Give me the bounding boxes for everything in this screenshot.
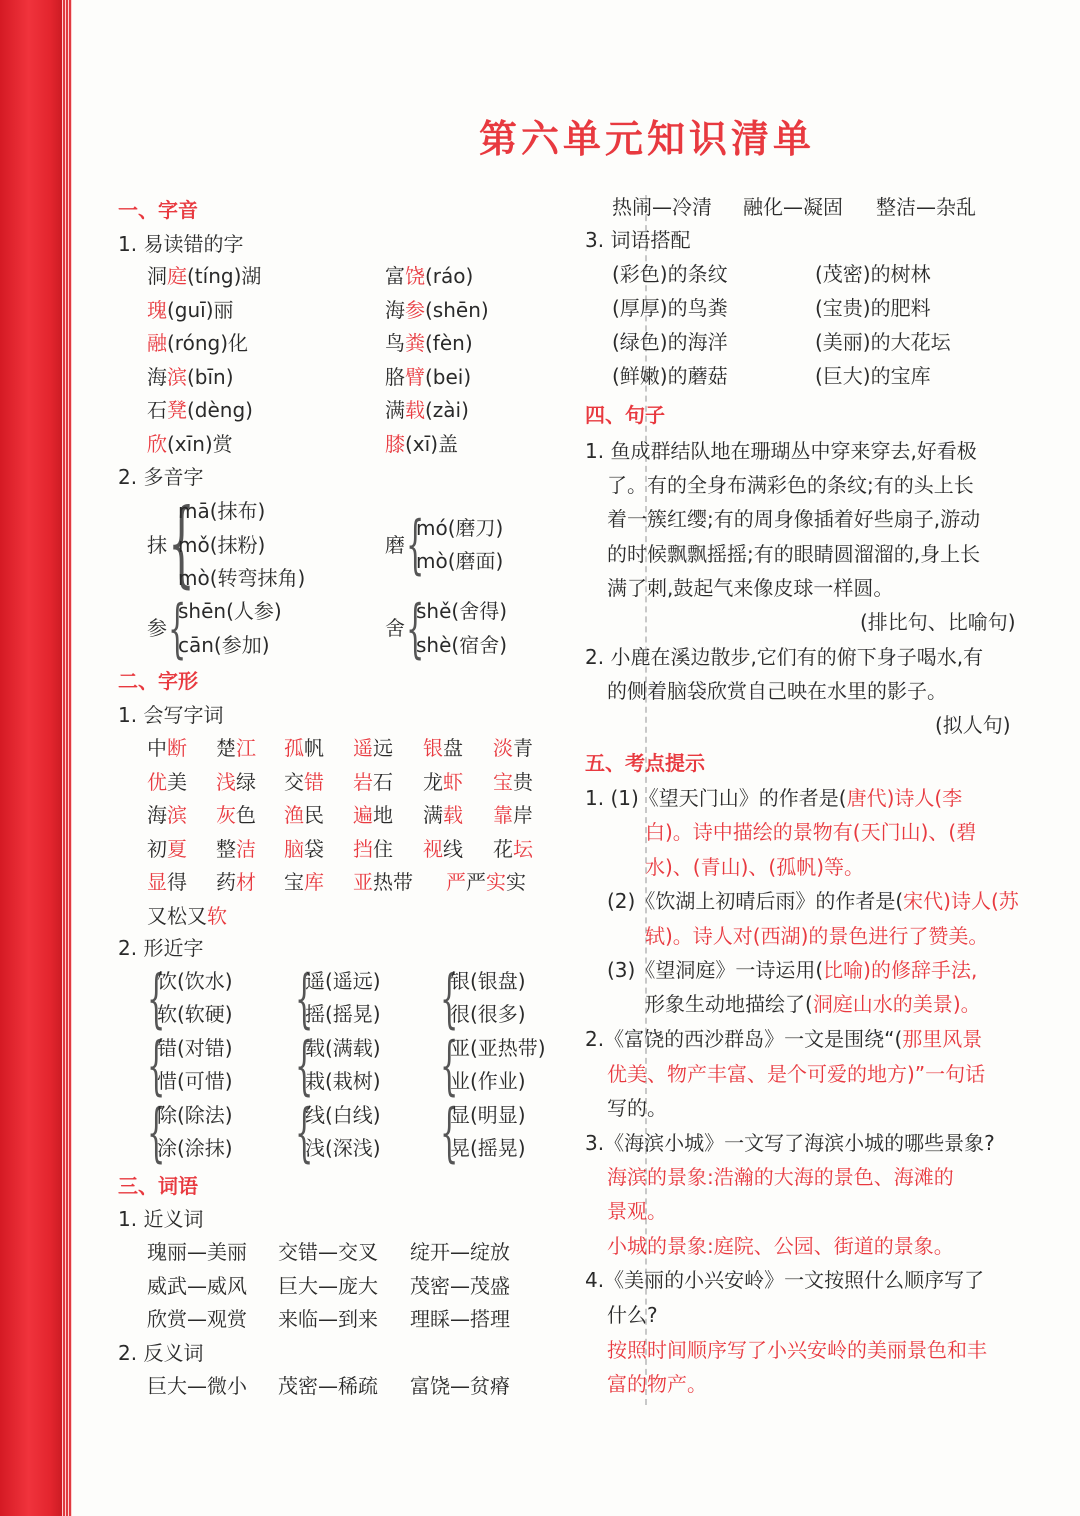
writing-word-part-0: 整 — [216, 836, 236, 861]
writing-word-part-1: 民 — [304, 803, 324, 827]
writing-word — [423, 801, 463, 829]
sentence-tag: (拟人句) — [935, 713, 1011, 737]
pron-pinyin: (fèn) — [425, 331, 473, 356]
pron-char: 胳 — [385, 364, 405, 389]
writing-word-part-0: 遍 — [353, 803, 373, 827]
writing-word-part-0: 龙 — [423, 769, 443, 794]
pronunciation-item — [385, 329, 473, 357]
page-title: 第六单元知识清单 — [478, 117, 815, 161]
brace-icon: { — [440, 1096, 459, 1170]
writing-word-part-1: 住 — [373, 836, 393, 861]
writing-word — [423, 835, 463, 863]
pronunciation-item — [385, 396, 469, 424]
exam-point-line-part-1: 洞庭山水的美景 — [812, 992, 953, 1016]
writing-word — [147, 902, 227, 930]
exam-point-line-part-0: 海滨的景象:浩瀚的大海的景色、海滩的 — [607, 1165, 954, 1189]
similar-char: 载(满载) — [305, 1036, 381, 1060]
exam-point-line-part-0: 水 — [645, 855, 665, 879]
pron-pinyin: (shēn) — [425, 297, 489, 322]
exam-point-line — [607, 1060, 985, 1088]
collocation-item: (鲜嫩)的蘑菇 — [612, 364, 728, 388]
exam-point-line — [607, 1336, 987, 1364]
brace-icon: { — [440, 962, 459, 1036]
similar-char: 涂(涂抹) — [157, 1136, 233, 1160]
collocation-item: (茂密)的树林 — [815, 262, 931, 286]
similar-char: 栽(栽树) — [305, 1069, 381, 1093]
synonym-pair: 茂密—茂盛 — [410, 1273, 510, 1298]
pron-highlight: 融 — [147, 331, 167, 356]
writing-word-part-0: 中 — [147, 736, 167, 760]
sentence-tag: (排比句、比喻句) — [860, 610, 1016, 634]
similar-char: 银(银盘) — [450, 969, 526, 993]
similar-char: 业(作业) — [450, 1069, 526, 1093]
writing-word-part-3: 实 — [506, 870, 526, 894]
writing-word-part-1: 滨 — [167, 803, 187, 827]
pronunciation-item — [147, 329, 248, 357]
exam-point-line-part-0: 白 — [645, 820, 665, 844]
pron-highlight: 瑰 — [147, 297, 167, 322]
writing-word-part-0: 楚 — [216, 736, 236, 760]
writing-word-part-0: 宝 — [493, 769, 513, 794]
exam-point-line — [607, 1301, 658, 1329]
exam-point-line — [607, 1232, 954, 1260]
poly-char-3: 参 — [147, 616, 167, 640]
writing-word-part-1: 色 — [236, 803, 256, 827]
writing-word-part-0: 灰 — [216, 803, 236, 827]
writing-word-part-1: 材 — [236, 870, 256, 894]
writing-word — [493, 768, 533, 796]
exam-point-line-part-2: )。 — [952, 992, 981, 1016]
writing-word-part-1: 石 — [373, 769, 393, 794]
writing-word-part-0: 药 — [216, 870, 236, 894]
writing-word — [284, 835, 324, 863]
collocation-item: (绿色)的海洋 — [612, 330, 728, 354]
writing-word — [147, 768, 187, 796]
pron-highlight: 凳 — [167, 398, 187, 423]
writing-word-part-0: 浅 — [216, 769, 236, 794]
writing-word — [284, 734, 324, 762]
writing-word-part-1: 帆 — [304, 736, 324, 760]
writing-word-part-0: 显 — [147, 870, 167, 894]
exam-point-line-part-4: 孤帆 — [776, 855, 817, 879]
similar-char: 很(很多) — [450, 1002, 526, 1026]
synonym-pair: 交错—交叉 — [278, 1240, 378, 1264]
pron-pinyin: (róng)化 — [167, 331, 248, 356]
writing-word-part-0: 脑 — [284, 836, 304, 861]
pronunciation-item — [147, 296, 234, 324]
exam-point-line — [585, 1266, 984, 1294]
writing-word-part-0: 海 — [147, 803, 167, 827]
brace-icon: { — [406, 592, 425, 666]
exam-point-line-part-0: 4.《美丽的小兴安岭》一文按照什么顺序写了 — [585, 1268, 985, 1292]
pron-highlight: 饶 — [405, 264, 425, 288]
exam-point-line-part-0: 1. (1)《望天门山》的作者是( — [585, 786, 847, 810]
brace-icon: { — [295, 1096, 314, 1170]
similar-char: 显(明显) — [450, 1103, 526, 1127]
subheading-s3_2: 2. 反义词 — [118, 1341, 204, 1365]
subheading-s2_1: 1. 会写字词 — [118, 703, 224, 727]
pron-highlight: 滨 — [167, 364, 187, 389]
writing-word-part-1: 地 — [373, 803, 393, 827]
section-heading-s1: 一、字音 — [118, 198, 198, 222]
poly-reading: mò(磨面) — [416, 549, 504, 573]
exam-point-line-part-0: 优美、物产丰富、是个可爱的地方 — [607, 1062, 907, 1086]
writing-word — [216, 868, 256, 896]
writing-word-part-0: 宝 — [284, 870, 304, 894]
pronunciation-item — [147, 396, 253, 424]
exam-point-line-part-2: 西湖 — [760, 924, 801, 948]
writing-word-part-1: 载 — [443, 803, 463, 827]
exam-point-line-part-0: (3)《望洞庭》一诗运用( — [607, 958, 824, 982]
writing-word-part-1: 岸 — [513, 803, 533, 827]
pron-highlight: 载 — [405, 398, 425, 423]
pronunciation-item — [385, 296, 489, 324]
poly-reading: mā(抹布) — [178, 499, 266, 523]
writing-word — [284, 868, 324, 896]
antonym-pair: 热闹—冷清 — [612, 195, 712, 219]
exam-point-line — [585, 1025, 982, 1053]
sentence-line: 满了刺,鼓起气来像皮球一样圆。 — [607, 576, 894, 600]
writing-word — [284, 801, 324, 829]
synonym-pair: 理睬—搭理 — [410, 1307, 510, 1331]
subheading-s2_2: 2. 形近字 — [118, 936, 204, 960]
sentence-line: 2. 小鹿在溪边散步,它们有的俯下身子喝水,有 — [585, 645, 984, 669]
exam-point-line-part-1: )”一句话 — [907, 1062, 986, 1086]
similar-char: 错(对错) — [157, 1036, 233, 1060]
exam-point-line-part-1: 那里风景 — [902, 1027, 983, 1051]
writing-word — [216, 734, 256, 762]
writing-word-part-1: 远 — [373, 736, 393, 760]
writing-word-part-0: 挡 — [353, 836, 373, 861]
pron-highlight: 臂 — [405, 364, 425, 389]
exam-point-line-part-5: )等。 — [816, 855, 865, 879]
pron-highlight: 参 — [405, 297, 425, 322]
writing-word-part-0: 靠 — [493, 803, 513, 827]
writing-word — [446, 868, 526, 896]
writing-word-part-0: 遥 — [353, 736, 373, 760]
synonym-pair: 威武—威风 — [147, 1273, 247, 1298]
brace-icon: { — [168, 489, 195, 598]
similar-char: 晃(摇晃) — [450, 1136, 526, 1160]
writing-word-part-1: 断 — [167, 736, 187, 760]
pronunciation-item — [147, 262, 261, 290]
writing-word — [353, 868, 413, 896]
antonym-pair: 巨大—微小 — [147, 1374, 247, 1398]
poly-reading: shě(舍得) — [416, 599, 508, 623]
subheading-s1_2: 2. 多音字 — [118, 465, 204, 489]
pron-char: 富 — [385, 264, 405, 288]
collocation-item: (巨大)的宝库 — [815, 364, 931, 388]
exam-point-line-part-0: 写的。 — [607, 1096, 667, 1120]
writing-word — [353, 768, 393, 796]
pron-char: 海 — [385, 297, 405, 322]
exam-point-line — [585, 784, 962, 812]
poly-reading: mò(转弯抹角) — [178, 566, 306, 590]
pron-char: 洞 — [147, 264, 167, 288]
pron-pinyin: (xīn)赏 — [167, 432, 233, 456]
pron-char: 海 — [147, 364, 167, 389]
exam-point-line-part-0: 形象生动地描绘了( — [645, 992, 813, 1016]
exam-point-line-part-0: 富的物产。 — [607, 1372, 707, 1396]
writing-word-part-1: 错 — [304, 769, 324, 794]
writing-word — [353, 734, 393, 762]
writing-word — [216, 801, 256, 829]
exam-point-line-part-1: 宋代 — [903, 889, 944, 913]
brace-icon: { — [147, 962, 166, 1036]
synonym-pair: 瑰丽—美丽 — [147, 1240, 247, 1264]
pronunciation-item — [385, 430, 458, 458]
similar-char: 线(白线) — [305, 1103, 381, 1127]
synonym-pair: 巨大—庞大 — [278, 1273, 378, 1298]
writing-word-part-0: 亚 — [353, 870, 373, 894]
exam-point-line-part-1: 唐代 — [846, 786, 887, 810]
writing-word — [423, 768, 463, 796]
poly-char-1: 抹 — [147, 533, 167, 557]
writing-word-part-0: 优 — [147, 769, 167, 794]
subheading-s3_1: 1. 近义词 — [118, 1207, 204, 1231]
brace-icon: { — [440, 1029, 459, 1103]
writing-word — [147, 734, 187, 762]
poly-char-4: 舍 — [385, 616, 405, 640]
pron-pinyin: (bīn) — [187, 364, 234, 389]
exam-point-line-part-0: 景观。 — [607, 1199, 667, 1223]
writing-word-part-1: 线 — [443, 836, 463, 861]
synonym-pair: 来临—到来 — [278, 1307, 378, 1331]
pron-pinyin: (tíng)湖 — [187, 264, 262, 288]
pronunciation-item — [147, 430, 233, 458]
exam-point-line-part-2: )的修辞手法, — [863, 958, 978, 982]
antonym-pair: 整洁—杂乱 — [876, 195, 976, 219]
antonym-pair: 富饶—贫瘠 — [410, 1374, 510, 1398]
pronunciation-item — [385, 262, 473, 290]
exam-point-line — [607, 887, 1019, 915]
exam-point-line-part-1: 比喻 — [823, 958, 864, 982]
exam-point-line-part-4: 碧 — [956, 820, 977, 844]
writing-word-part-1: 热带 — [373, 870, 413, 894]
pron-char: 石 — [147, 398, 167, 423]
pron-highlight: 膝 — [385, 432, 405, 456]
exam-point-line-part-0: 按照时间顺序写了小兴安岭的美丽景色和丰 — [607, 1338, 987, 1362]
exam-point-line — [645, 818, 976, 846]
writing-word-part-0: 银 — [423, 736, 443, 760]
exam-point-line-part-1: )、( — [665, 855, 701, 879]
collocation-item: (宝贵)的肥料 — [815, 296, 931, 320]
pron-highlight: 庭 — [167, 264, 187, 288]
writing-word — [216, 835, 256, 863]
writing-word — [147, 801, 187, 829]
pron-char: 鸟 — [385, 331, 405, 356]
exam-point-line-part-1: )。诗人对( — [665, 924, 761, 948]
writing-word — [493, 835, 533, 863]
collocation-item: (彩色)的条纹 — [612, 262, 728, 286]
paper-page — [72, 0, 1080, 1516]
exam-point-line-part-3: )的景色进行了赞美。 — [800, 924, 989, 948]
sentence-line: 着一簇红缨;有的周身像插着好些扇子,游动 — [607, 507, 981, 531]
exam-point-line-part-3: )、( — [740, 855, 777, 879]
writing-word-part-1: 贵 — [513, 769, 533, 794]
writing-word — [147, 835, 187, 863]
writing-word — [493, 734, 533, 762]
writing-word-part-0: 视 — [423, 836, 443, 861]
exam-point-line — [585, 1129, 995, 1157]
brace-icon: { — [147, 1096, 166, 1170]
exam-point-line-part-2: )诗人( — [943, 889, 999, 913]
section-heading-s2: 二、字形 — [118, 669, 198, 693]
section-heading-s5: 五、考点提示 — [585, 751, 705, 775]
section-heading-s3: 三、词语 — [118, 1174, 198, 1198]
poly-char-2: 磨 — [385, 533, 405, 557]
writing-word-part-1: 虾 — [443, 769, 463, 794]
brace-icon: { — [295, 1029, 314, 1103]
exam-point-line — [607, 1094, 667, 1122]
writing-word-part-1: 软 — [207, 903, 227, 928]
similar-char: 亚(亚热带) — [450, 1036, 546, 1060]
exam-point-line — [645, 922, 988, 950]
brace-icon: { — [168, 592, 187, 666]
exam-point-line-part-3: 苏 — [998, 889, 1019, 913]
exam-point-line-part-0: 什么? — [607, 1303, 658, 1327]
similar-char: 摇(摇晃) — [305, 1002, 381, 1026]
sentence-line: 的时候飘飘摇摇;有的眼睛圆溜溜的,身上长 — [607, 542, 981, 566]
collocation-item: (美丽)的大花坛 — [815, 330, 951, 354]
writing-word-part-0: 又松又 — [147, 903, 207, 928]
exam-point-line-part-0: 小城的景象:庭院、公园、街道的景象。 — [607, 1234, 954, 1258]
writing-word-part-1: 严 — [466, 870, 486, 894]
writing-word-part-1: 江 — [236, 736, 256, 760]
writing-word-part-1: 绿 — [236, 769, 256, 794]
pronunciation-item — [147, 363, 234, 391]
writing-word — [216, 768, 256, 796]
brace-icon: { — [147, 1029, 166, 1103]
similar-char: 遥(遥远) — [305, 969, 381, 993]
writing-word-part-1: 袋 — [304, 836, 324, 861]
exam-point-line-part-0: 3.《海滨小城》一文写了海滨小城的哪些景象? — [585, 1131, 995, 1155]
sentence-line: 了。有的全身布满彩色的条纹;有的头上长 — [607, 473, 974, 497]
antonym-pair: 茂密—稀疏 — [278, 1374, 378, 1398]
writing-word-part-1: 盘 — [443, 736, 463, 760]
subheading-s1_1: 1. 易读错的字 — [118, 232, 244, 256]
pron-pinyin: (bei) — [425, 364, 472, 389]
writing-word — [353, 835, 393, 863]
writing-word-part-1: 夏 — [167, 836, 187, 861]
poly-reading: cān(参加) — [178, 633, 270, 657]
poly-reading: mó(磨刀) — [416, 516, 504, 540]
section-heading-s4: 四、句子 — [585, 403, 665, 427]
writing-word-part-2: 实 — [486, 870, 506, 894]
writing-word-part-0: 岩 — [353, 769, 373, 794]
exam-point-line-part-1: )。诗中描绘的景物有( — [665, 820, 861, 844]
writing-word-part-0: 初 — [147, 836, 167, 861]
writing-word-part-0: 交 — [284, 769, 304, 794]
subheading-s3_3: 3. 词语搭配 — [585, 228, 691, 252]
exam-point-line — [645, 990, 981, 1018]
exam-point-line — [607, 1163, 954, 1191]
brace-icon: { — [406, 508, 425, 582]
similar-char: 惜(可惜) — [157, 1069, 233, 1093]
writing-word-part-0: 满 — [423, 803, 443, 827]
writing-word-part-1: 洁 — [236, 836, 256, 861]
writing-word-part-1: 库 — [304, 870, 324, 894]
pron-pinyin: (guī)丽 — [167, 297, 234, 322]
similar-char: 除(除法) — [157, 1103, 233, 1127]
exam-point-line-part-2: 天门山 — [860, 820, 921, 844]
sentence-line: 的侧着脑袋欣赏自己映在水里的影子。 — [607, 679, 947, 703]
exam-point-line-part-3: )、( — [920, 820, 957, 844]
antonym-pair: 融化—凝固 — [743, 195, 843, 219]
writing-word — [147, 868, 187, 896]
poly-reading: shēn(人参) — [178, 599, 282, 623]
writing-word-part-0: 淡 — [493, 736, 513, 760]
writing-word-part-1: 美 — [167, 769, 187, 794]
writing-word-part-0: 孤 — [284, 736, 304, 760]
exam-point-line-part-2: )诗人( — [886, 786, 943, 810]
similar-char: 饮(饮水) — [157, 969, 233, 993]
pron-pinyin: (xī)盖 — [405, 432, 458, 456]
similar-char: 浅(深浅) — [305, 1136, 381, 1160]
writing-word-part-0: 渔 — [284, 803, 304, 827]
exam-point-line-part-3: 李 — [942, 786, 963, 810]
collocation-item: (厚厚)的鸟粪 — [612, 296, 728, 320]
exam-point-line — [607, 1370, 707, 1398]
pron-pinyin: (dèng) — [187, 398, 253, 423]
pronunciation-item — [385, 363, 471, 391]
writing-word-part-1: 坛 — [513, 836, 533, 861]
pron-char: 满 — [385, 398, 405, 423]
exam-point-line-part-2: 青山 — [700, 855, 741, 879]
poly-reading: shè(宿舍) — [416, 633, 508, 657]
writing-word — [353, 801, 393, 829]
writing-word — [493, 801, 533, 829]
writing-word — [423, 734, 463, 762]
pron-pinyin: (ráo) — [425, 264, 474, 288]
pron-highlight: 粪 — [405, 331, 425, 356]
poly-reading: mǒ(抹粉) — [178, 533, 266, 557]
synonym-pair: 绽开—绽放 — [410, 1240, 510, 1264]
writing-word-part-0: 严 — [446, 870, 466, 894]
synonym-pair: 欣赏—观赏 — [147, 1307, 247, 1331]
writing-word-part-1: 得 — [167, 870, 187, 894]
exam-point-line — [607, 1197, 667, 1225]
brace-icon: { — [295, 962, 314, 1036]
exam-point-line — [645, 853, 864, 881]
writing-word — [284, 768, 324, 796]
sentence-line: 1. 鱼成群结队地在珊瑚丛中穿来穿去,好看极 — [585, 439, 977, 463]
exam-point-line-part-0: (2)《饮湖上初晴后雨》的作者是( — [607, 889, 904, 913]
exam-point-line-part-0: 轼 — [645, 924, 665, 948]
exam-point-line — [607, 956, 977, 984]
exam-point-line-part-0: 2.《富饶的西沙群岛》一文是围绕“( — [585, 1027, 903, 1051]
writing-word-part-0: 花 — [493, 836, 513, 861]
writing-word-part-1: 青 — [513, 736, 533, 760]
pron-highlight: 欣 — [147, 432, 167, 456]
similar-char: 软(软硬) — [157, 1002, 233, 1026]
pron-pinyin: (zài) — [425, 398, 469, 423]
